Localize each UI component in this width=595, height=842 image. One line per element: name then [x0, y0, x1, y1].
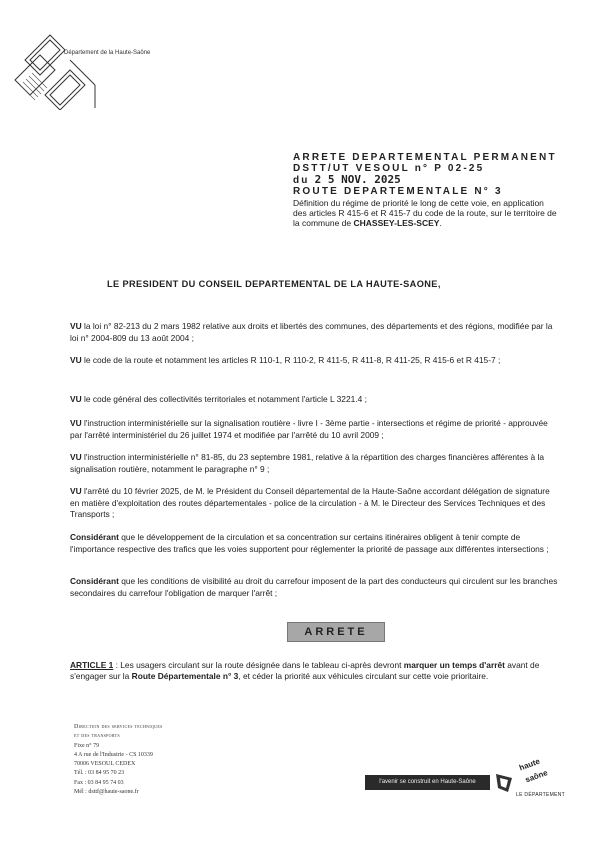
address-line: 4 A rue de l'Industrie - CS 10339 — [74, 751, 153, 758]
consideration-2 — [70, 355, 560, 367]
date-stamp: 2 5 NOV. 2025 — [314, 173, 401, 186]
brand-line-2: saône — [524, 768, 549, 785]
consideration-text: l'instruction interministérielle n° 81-85, du 23 septembre 1981, relative à la répartition des charges financières afférentes à la signalisation routière, notamment le paragraphe n° 9 ; — [70, 452, 545, 474]
consideration-4 — [70, 418, 560, 441]
article-text: : Les usagers circulant sur la route désignée dans le tableau ci-après devront — [113, 660, 404, 670]
article-text: , et céder la priorité aux véhicules circulant sur cette voie prioritaire. — [238, 671, 489, 681]
decree-header — [293, 152, 558, 228]
department-logo — [10, 20, 105, 110]
consideration-text: la loi n° 82-213 du 2 mars 1982 relative aux droits et libertés des communes, des départements et des régions, modifiée par la loi n° 2004-809 du 13 août 2004 ; — [70, 321, 553, 343]
footer-address — [74, 723, 234, 797]
address-line: Fixe n° 79 — [74, 742, 100, 749]
article-text: avant de s'engager sur la — [70, 660, 540, 681]
consideration-keyword: VU — [70, 355, 82, 365]
description-text: Définition du régime de priorité le long de cette voie, en application des articles R 415-6 et R 415-7 du code de la route, sur le territoire de la commune de — [293, 198, 557, 228]
footer-slogan-banner: l'avenir se construit en Haute-Saône — [365, 775, 490, 790]
decree-label: ARRETE — [287, 622, 385, 642]
consideration-keyword: VU — [70, 394, 82, 404]
article-1-title: ARTICLE 1 — [70, 660, 114, 670]
brand-line-1: haute — [518, 756, 542, 773]
consideration-keyword: VU — [70, 418, 82, 428]
article-emphasis: marquer un temps d'arrêt — [403, 660, 505, 670]
department-name: Département de la Haute-Saône — [64, 50, 151, 56]
decree-reference: DSTT/UT VESOUL n° P 02-25 — [293, 163, 485, 174]
consideration-text: le code général des collectivités territoriales et notamment l'article L 3221.4 ; — [81, 394, 367, 404]
date-prefix: du — [293, 175, 310, 186]
consideration-keyword: VU — [70, 486, 82, 496]
description-end: . — [439, 218, 442, 228]
article-road: Route Départementale n° 3 — [131, 671, 239, 681]
address-line: 70006 VESOUL CEDEX — [74, 761, 136, 768]
commune-name: CHASSEY-LES-SCEY — [353, 218, 440, 228]
decree-date-line — [293, 174, 558, 186]
consideration-1 — [70, 321, 560, 344]
consideration-text: l'arrêté du 10 février 2025, de M. le Président du Conseil départemental de la Haute-Saône accordant délégation de signature en matière d'exploitation des routes départementales - police de la circulation - à M. le Directeur des Services Techniques et des Transports ; — [70, 486, 550, 519]
road-title: ROUTE DEPARTEMENTALE N° 3 — [293, 186, 503, 197]
address-line: Fax : 03 84 95 74 03 — [74, 779, 124, 786]
consideration-text: que le développement de la circulation et sa concentration sur certains itinéraires obligent à tenir compte de l'importance respective des trafics que les voies supportent pour réglementer la priorité de passage aux différentes intersections ; — [70, 532, 549, 554]
consideration-text: l'instruction interministérielle sur la signalisation routière - livre I - 3ème partie - intersections et régime de priorité - approuvée par l'arrêté interministériel du 26 juillet 1974 et modifiée par l'arrêté du 10 avril 2009 ; — [70, 418, 548, 440]
consideration-text: que les conditions de visibilité au droit du carrefour imposent de la part des conducteurs qui circulent sur les branches secondaires du carrefour l'obligation de marquer l'arrêt ; — [70, 576, 558, 598]
consideration-8 — [70, 576, 560, 599]
consideration-keyword: VU — [70, 452, 82, 462]
address-line: Tél. : 03 84 95 70 23 — [74, 770, 125, 777]
address-line: Mél : dsttf@haute-saone.fr — [74, 789, 139, 796]
address-line: et des transports — [74, 733, 120, 740]
brand-mark-icon — [494, 772, 514, 794]
decree-type: ARRETE DEPARTEMENTAL PERMANENT — [293, 152, 557, 163]
consideration-7 — [70, 532, 560, 555]
consideration-5 — [70, 452, 560, 475]
consideration-3 — [70, 394, 560, 406]
consideration-keyword: Considérant — [70, 532, 119, 542]
consideration-keyword: Considérant — [70, 576, 119, 586]
president-title: LE PRESIDENT DU CONSEIL DEPARTEMENTAL DE LA HAUTE-SAONE, — [107, 279, 441, 289]
department-logo-graphic — [10, 20, 105, 110]
brand-subtitle: LE DÉPARTEMENT — [516, 792, 566, 798]
haute-saone-brand-logo — [494, 756, 574, 804]
address-line: Direction des services techniques — [74, 724, 163, 730]
consideration-6 — [70, 486, 560, 521]
decree-description — [293, 198, 558, 228]
consideration-text: le code de la route et notamment les articles R 110-1, R 110-2, R 411-5, R 411-8, R 411-25, R 415-6 et R 415-7 ; — [81, 355, 501, 365]
article-1 — [70, 660, 560, 682]
consideration-keyword: VU — [70, 321, 82, 331]
